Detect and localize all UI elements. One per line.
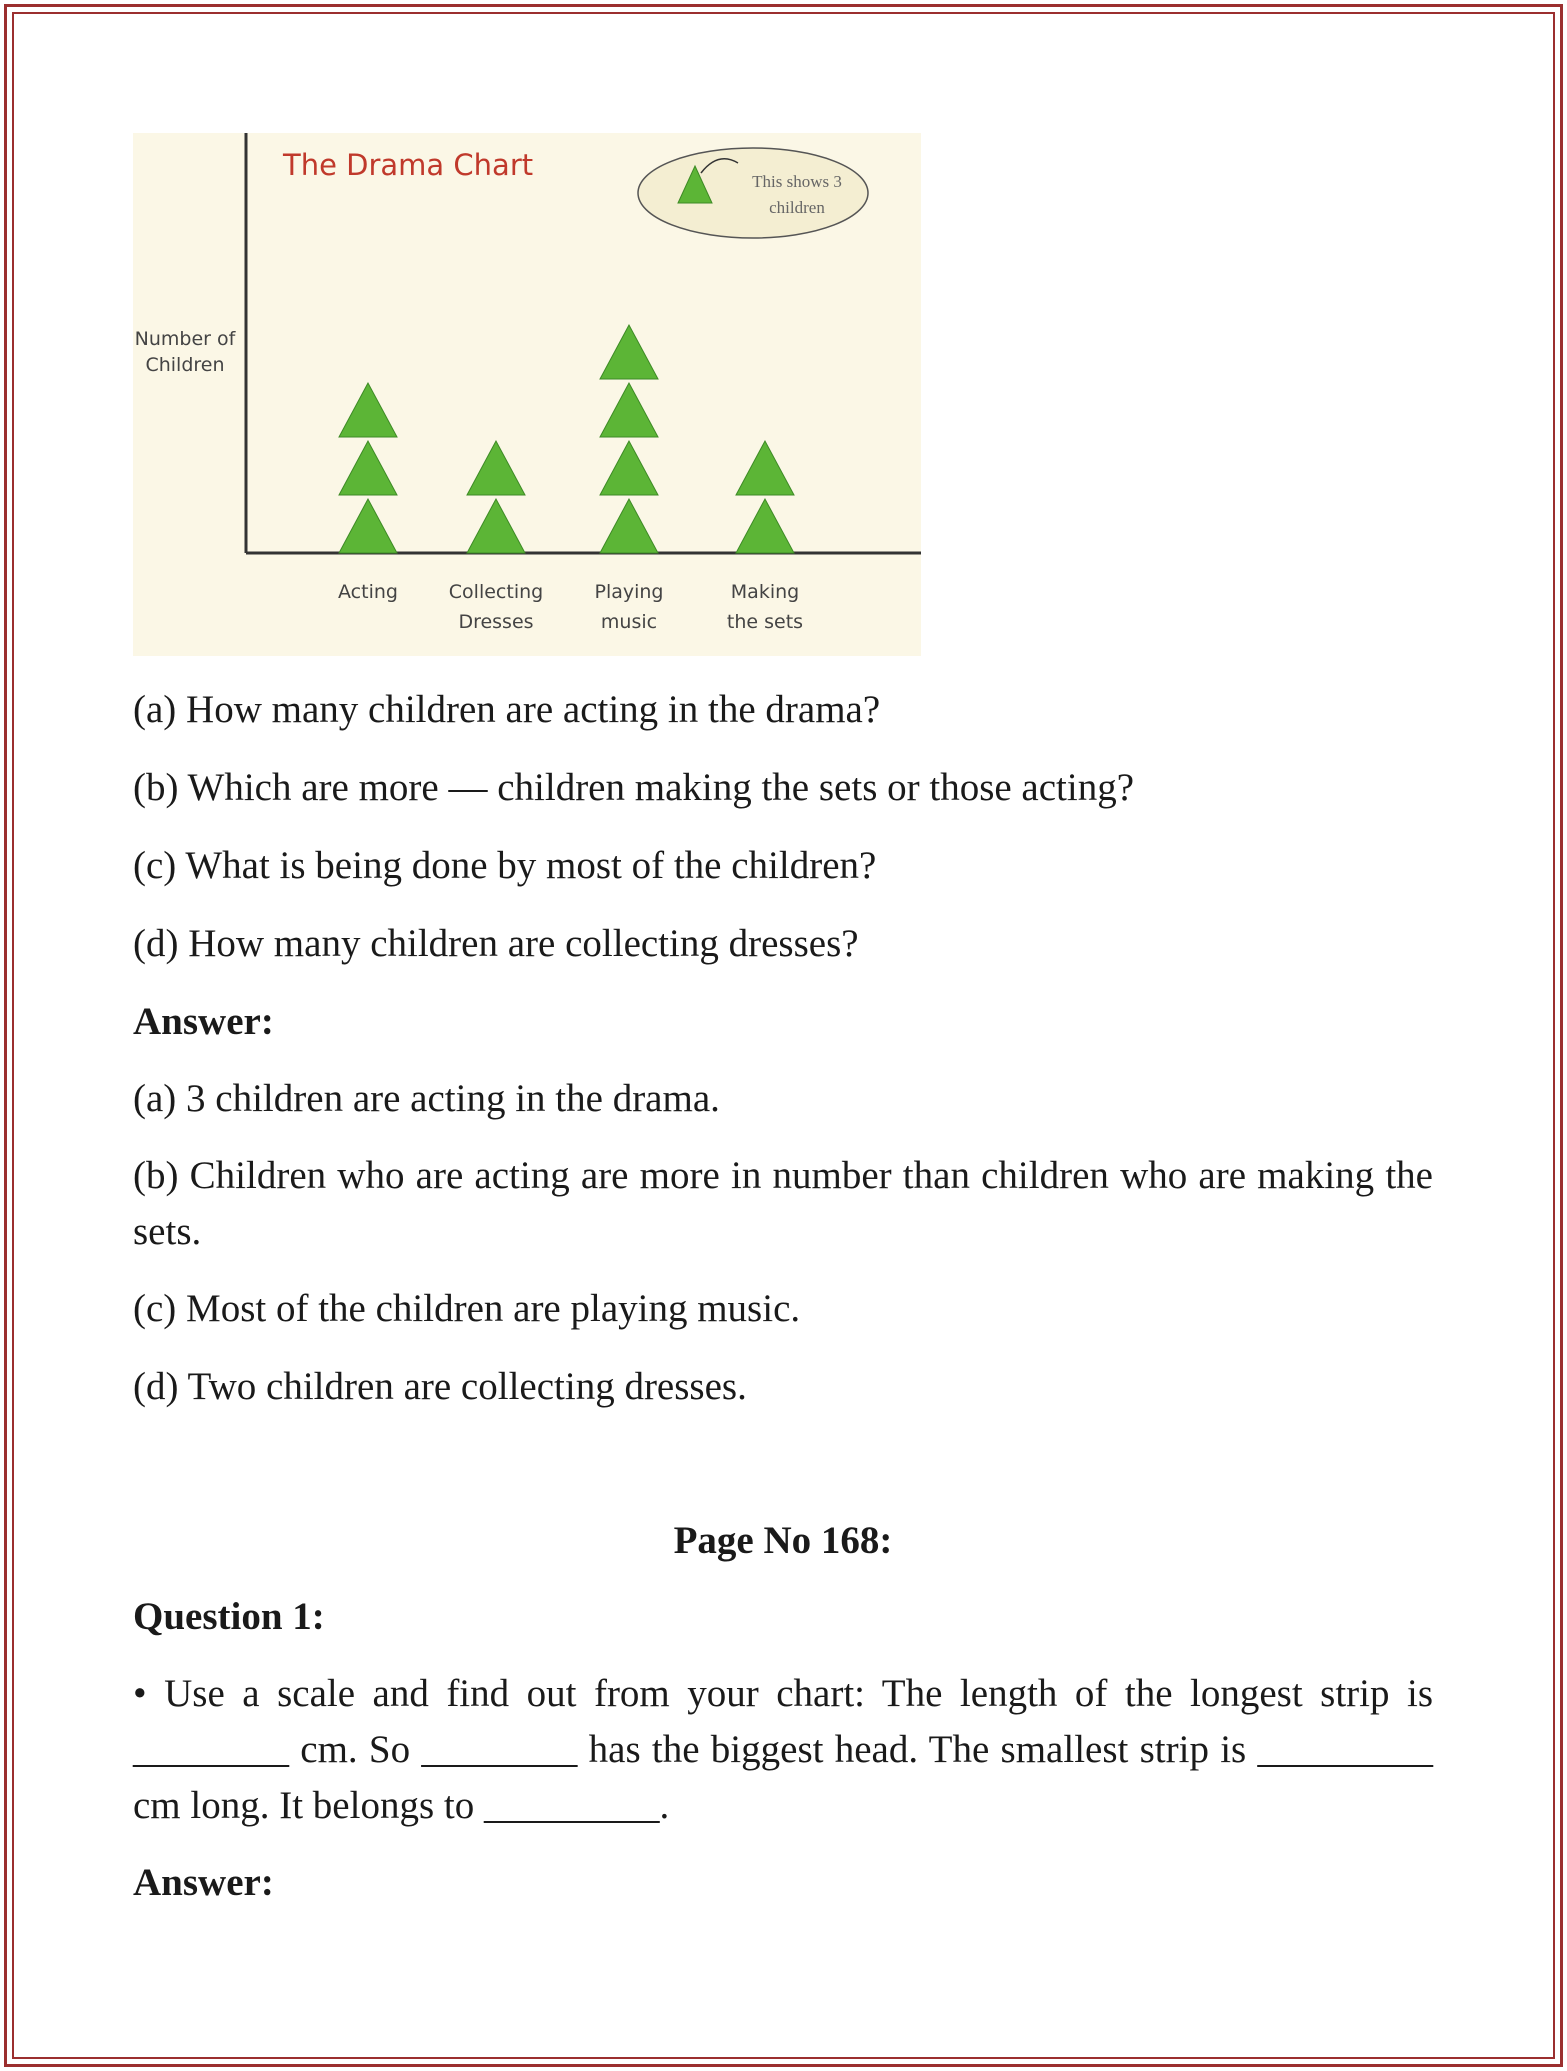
question-a: (a) How many children are acting in the drama? bbox=[133, 688, 881, 731]
pictograph-triangle-icon bbox=[467, 499, 525, 553]
page-heading: Page No 168: bbox=[673, 1519, 893, 1562]
chart-marks bbox=[338, 325, 803, 633]
pictograph-triangle-icon bbox=[339, 499, 397, 553]
category-label: Making bbox=[730, 581, 800, 603]
category-label: Playing bbox=[594, 581, 664, 603]
pictograph-triangle-icon bbox=[600, 325, 658, 379]
legend-text-line1: This shows 3 bbox=[752, 172, 842, 191]
chart-title: The Drama Chart bbox=[283, 148, 534, 182]
answer-d: (d) Two children are collecting dresses. bbox=[133, 1365, 747, 1408]
answer-b: (b) Children who are acting are more in number than children who are making the sets. bbox=[133, 1154, 1433, 1253]
question-b: (b) Which are more — children making the sets or those acting? bbox=[133, 766, 1135, 809]
category-label: music bbox=[600, 611, 658, 633]
category-label: Acting bbox=[338, 581, 398, 603]
question-d: (d) How many children are collecting dresses? bbox=[133, 922, 859, 965]
question1-heading: Question 1: bbox=[133, 1595, 325, 1638]
category-label: Dresses bbox=[458, 611, 534, 633]
category-label: the sets bbox=[726, 611, 804, 633]
pictograph-triangle-icon bbox=[339, 383, 397, 437]
category-label: Collecting bbox=[448, 581, 544, 603]
drama-chart-svg bbox=[133, 133, 921, 656]
pictograph-triangle-icon bbox=[736, 441, 794, 495]
legend-ellipse bbox=[638, 148, 868, 238]
legend-text-line2: children bbox=[769, 198, 825, 217]
answer-a: (a) 3 children are acting in the drama. bbox=[133, 1077, 720, 1120]
chart-legend bbox=[638, 148, 868, 238]
y-axis-label-line1: Number of bbox=[134, 328, 236, 350]
pictograph-triangle-icon bbox=[736, 499, 794, 553]
answer-c: (c) Most of the children are playing music. bbox=[133, 1287, 801, 1330]
y-axis-label-line2: Children bbox=[145, 354, 225, 376]
pictograph-triangle-icon bbox=[600, 383, 658, 437]
pictograph-triangle-icon bbox=[600, 499, 658, 553]
pictograph-triangle-icon bbox=[339, 441, 397, 495]
question-c: (c) What is being done by most of the children? bbox=[133, 844, 877, 887]
drama-chart bbox=[133, 133, 921, 656]
pictograph-triangle-icon bbox=[467, 441, 525, 495]
pictograph-triangle-icon bbox=[600, 441, 658, 495]
question1-text: • Use a scale and find out from your chart: The length of the longest strip is ________ cm. So ________ has the biggest head. The smallest strip is _________ cm long. It belongs to _________. bbox=[133, 1672, 1433, 1827]
answer-heading: Answer: bbox=[133, 1000, 274, 1043]
question1-answer-heading: Answer: bbox=[133, 1861, 274, 1904]
